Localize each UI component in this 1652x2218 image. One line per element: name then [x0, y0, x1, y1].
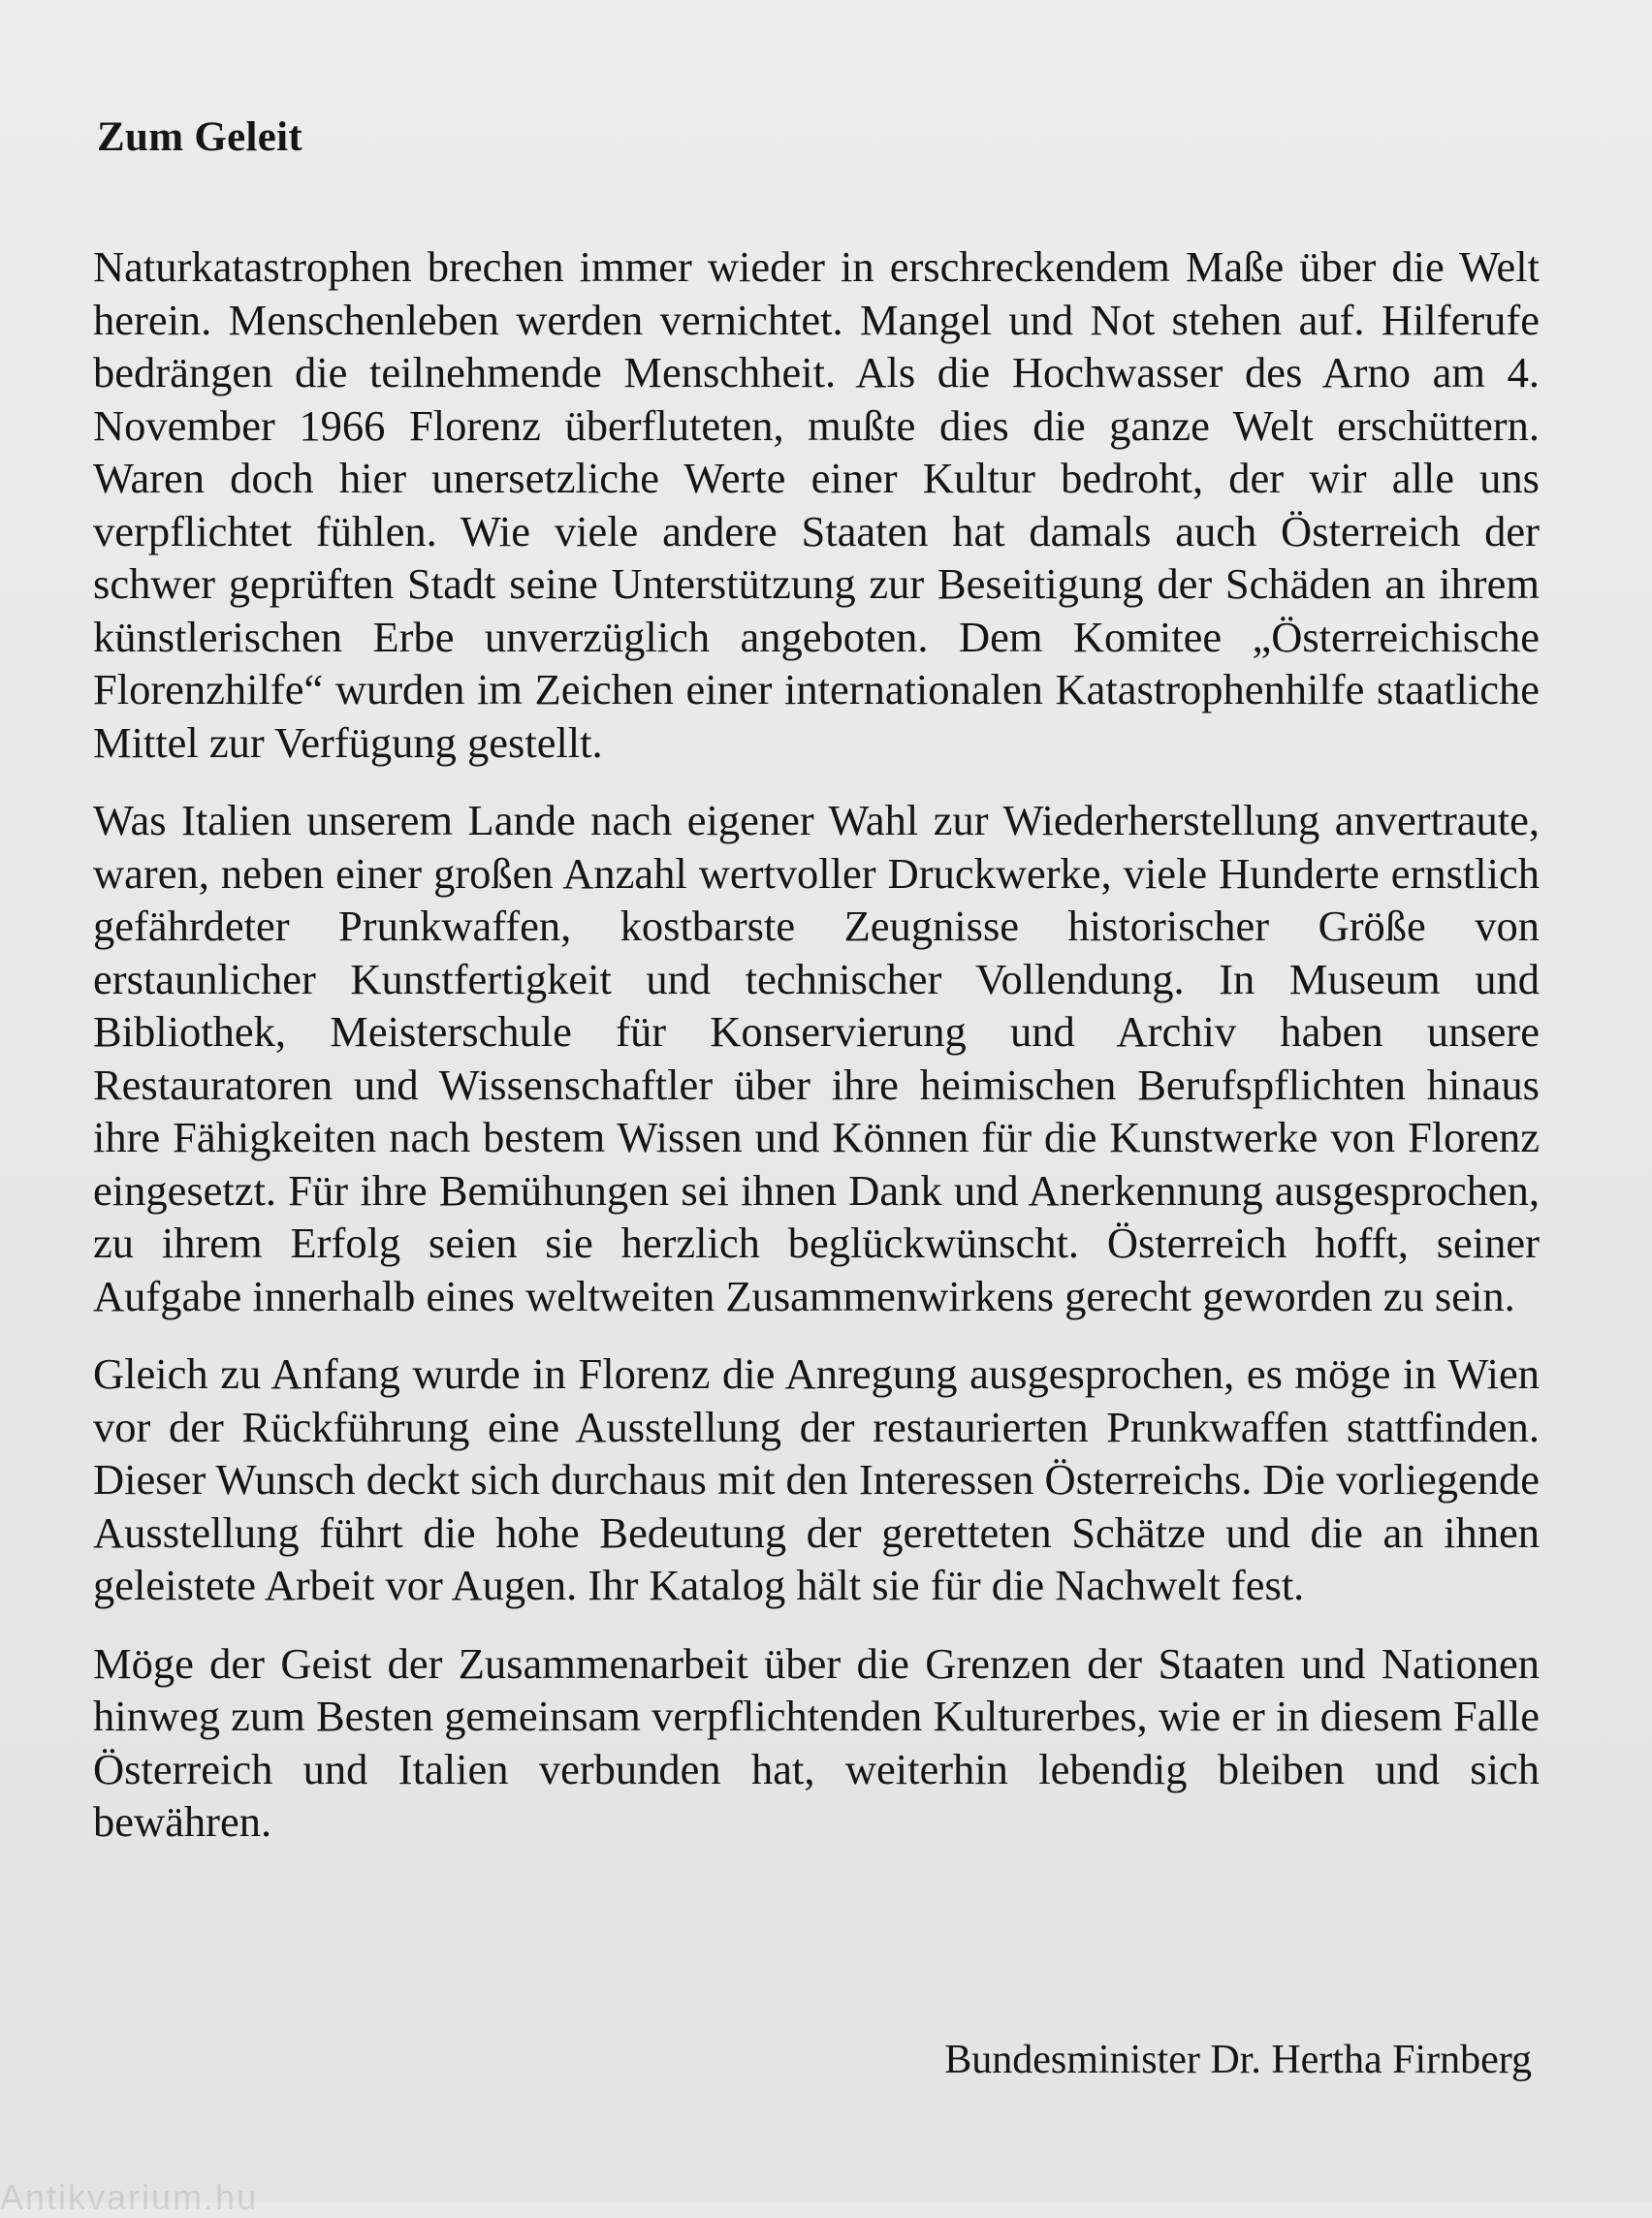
paragraph-4: Möge der Geist der Zusammenarbeit über die Grenzen der Staaten und Nationen hinweg zum Besten gemeinsam verpflichtenden Kulturerbes, wie er in diesem Falle Österreich und Italien verbunden hat, weiterhin lebendig bleiben und sich bewähren.: [93, 1638, 1540, 1846]
page-title: Zum Geleit: [97, 114, 302, 160]
signature: Bundesminister Dr. Hertha Firnberg: [944, 2038, 1532, 2082]
body-text: [93, 240, 1540, 1874]
paragraph-1: Naturkatastrophen brechen immer wieder in erschreckendem Maße über die Welt herein. Menschenleben werden vernichtet. Mangel und Not stehen auf. Hilferufe bedrängen die teilnehmende Menschheit. Als die Hochwasser des Arno am 4. November 1966 Florenz überfluteten, mußte dies die ganze Welt erschüttern. Waren doch hier unersetzliche Werte einer Kultur bedroht, der wir alle uns verpflichtet fühlen. Wie viele andere Staaten hat damals auch Österreich der schwer geprüften Stadt seine Unterstützung zur Beseitigung der Schäden an ihrem künstlerischen Erbe unverzüglich angeboten. Dem Komitee „Österreichische Florenzhilfe“ wurden im Zeichen einer internationalen Katastrophenhilfe staatliche Mittel zur Verfügung gestellt.: [93, 242, 1540, 767]
paragraph-2: Was Italien unserem Lande nach eigener Wahl zur Wiederherstellung anvertraute, waren, neben einer großen Anzahl wertvoller Druckwerke, viele Hunderte ernstlich gefährdeter Prunkwaffen, kostbarste Zeugnisse historischer Größe von erstaunlicher Kunstfertigkeit und technischer Vollendung. In Museum und Bibliothek, Meisterschule für Konservierung und Archiv haben unsere Restauratoren und Wissenschaftler über ihre heimischen Berufspflichten hinaus ihre Fähigkeiten nach bestem Wissen und Können für die Kunstwerke von Florenz eingesetzt. Für ihre Bemühungen sei ihnen Dank und Anerkennung ausgesprochen, zu ihrem Erfolg seien sie herzlich beglückwünscht. Österreich hofft, seiner Aufgabe innerhalb eines weltweiten Zusammenwirkens gerecht geworden zu sein.: [93, 796, 1540, 1320]
paragraph-3: Gleich zu Anfang wurde in Florenz die Anregung ausgesprochen, es möge in Wien vor der Rückführung eine Ausstellung der restaurierten Prunkwaffen stattfinden. Dieser Wunsch deckt sich durchaus mit den Interessen Österreichs. Die vorliegende Ausstellung führt die hohe Bedeutung der geretteten Schätze und die an ihnen geleistete Arbeit vor Augen. Ihr Katalog hält sie für die Nachwelt fest.: [93, 1349, 1540, 1609]
watermark: Antikvarium.hu: [0, 2177, 259, 2217]
